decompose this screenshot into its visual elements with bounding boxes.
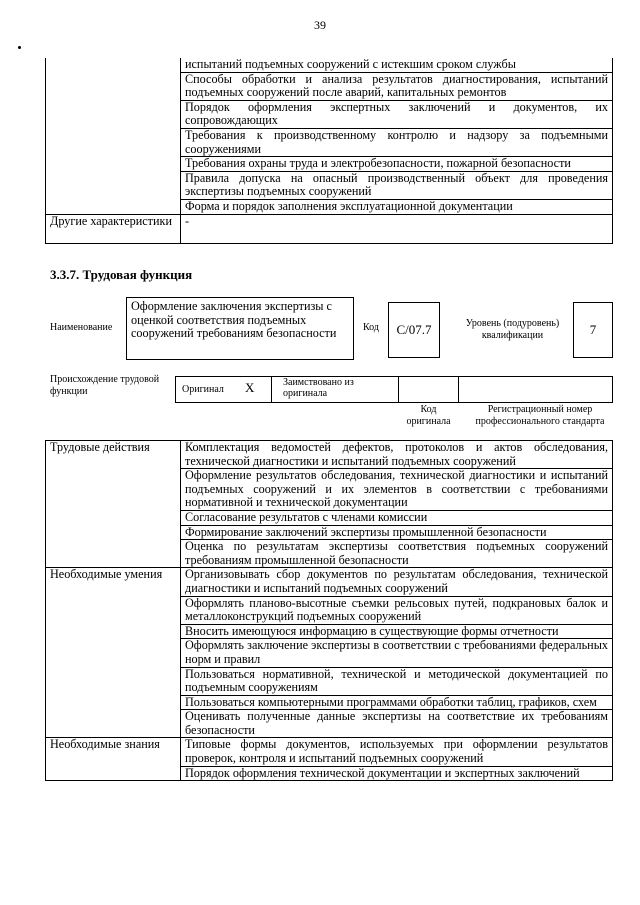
skill-item: Оценивать полученные данные экспертизы на соответствие их требованиям безопасности [181,710,613,738]
divider [271,376,272,403]
action-item: Оформление результатов обследования, технической диагностики и испытаний подъемных сооружений и их элементов в соответствии с требованиями нормативной и технической документации [181,469,613,511]
knowledge-item: Порядок оформления технической документации и экспертных заключений [181,766,613,781]
code-value: С/07.7 [388,302,440,358]
action-item: Согласование результатов с членами комиссии [181,510,613,525]
level-value: 7 [573,302,613,358]
top-table-row: Способы обработки и анализа результатов диагностирования, испытаний подъемных сооружений после аварий, капитальных ремонтов [181,72,613,100]
reg-number-label: Регистрационный номер профессионального стандарта [475,404,605,427]
name-label: Наименование [50,322,113,333]
skill-item: Вносить имеющуюся информацию в существующие формы отчетности [181,624,613,639]
function-table [45,440,613,781]
skill-item: Оформлять заключение экспертизы в соответствии с требованиями федеральных норм и правил [181,639,613,667]
name-value: Оформление заключения экспертизы с оценкой соответствия подъемных сооружений требованиям безопасности [126,297,354,360]
divider [458,376,459,403]
code-label: Код [363,322,379,333]
other-characteristics-label: Другие характеристики [46,214,181,243]
original-label: Оригинал [182,384,224,395]
code-original-label: Код оригинала [406,404,451,427]
knowledge-item: Типовые формы документов, используемых при оформлении результатов проверок, контроля и испытаний подъемных сооружений [181,738,613,766]
top-table-row: Требования к производственному контролю и надзору за подъемными сооружениями [181,128,613,156]
borrowed-label: Заимствовано из оригинала [283,377,354,399]
top-table-row: Правила допуска на опасный производственный объект для проведения экспертизы подъемных сооружений [181,171,613,199]
top-table-row: Требования охраны труда и электробезопасности, пожарной безопасности [181,157,613,172]
action-item: Комплектация ведомостей дефектов, протоколов и актов обследования, технической диагностики и испытаний подъемных сооружений [181,441,613,469]
top-table-row: испытаний подъемных сооружений с истекшим сроком службы [181,58,613,72]
action-item: Оценка по результатам экспертизы соответствия подъемных сооружений требованиям промышленной безопасности [181,540,613,568]
knowledge-label: Необходимые знания [46,738,181,781]
original-mark: X [245,380,255,395]
top-table [45,58,613,244]
other-characteristics-value: - [181,214,613,243]
section-title: 3.3.7. Трудовая функция [50,267,193,282]
origin-label: Происхождение трудовой функции [50,374,160,397]
page-number: 39 [314,18,326,32]
top-table-row: Форма и порядок заполнения эксплуатационной документации [181,199,613,214]
level-label: Уровень (подуровень) квалификации [465,318,560,341]
divider [398,376,399,403]
skill-item: Оформлять планово-высотные съемки рельсовых путей, подкрановых балок и металлоконструкций подъемных сооружений [181,596,613,624]
origin-box [175,376,613,403]
scan-dot [18,46,21,49]
top-table-left-cell [46,58,181,214]
skill-item: Организовывать сбор документов по результатам обследования, технической диагностики и испытаний подъемных сооружений [181,568,613,596]
top-table-row: Порядок оформления экспертных заключений и документов, их сопровождающих [181,100,613,128]
action-item: Формирование заключений экспертизы промышленной безопасности [181,525,613,540]
skill-item: Пользоваться нормативной, технической и методической документацией по подъемным сооружениям [181,667,613,695]
actions-label: Трудовые действия [46,441,181,568]
skill-item: Пользоваться компьютерными программами обработки таблиц, графиков, схем [181,695,613,710]
skills-label: Необходимые умения [46,568,181,738]
